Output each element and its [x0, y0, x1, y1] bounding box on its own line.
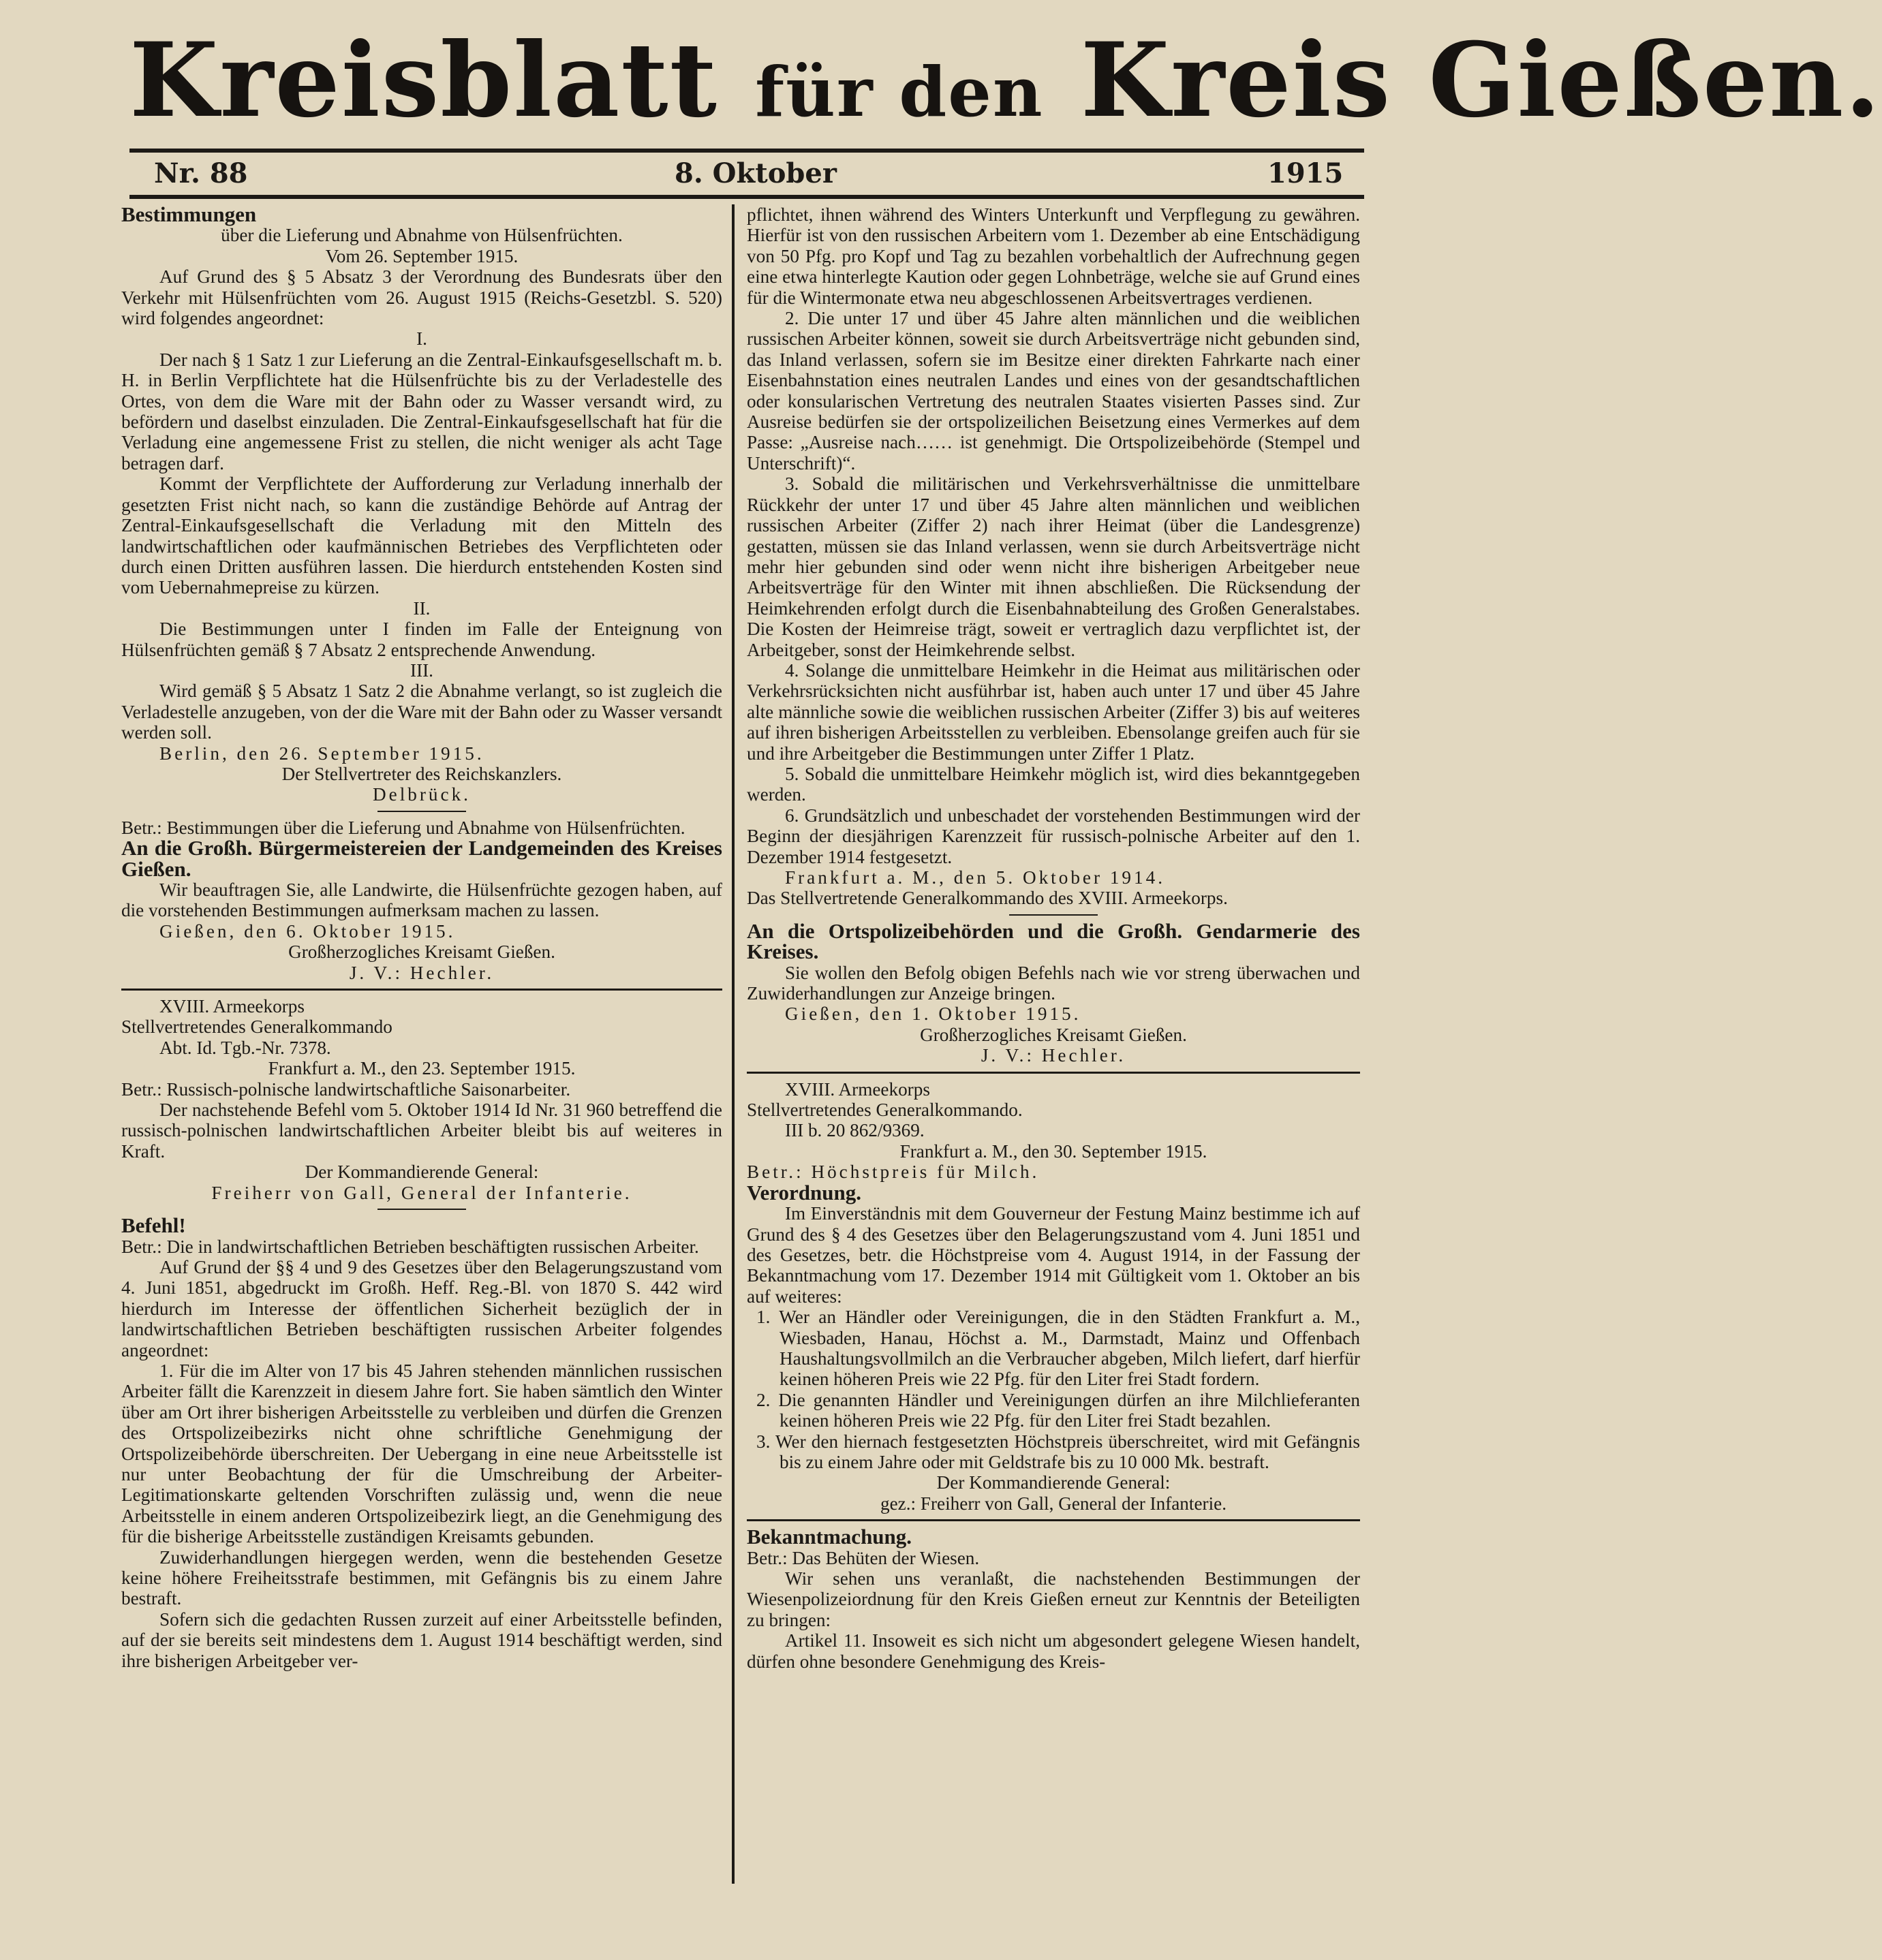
- signature-name: J. V.: Hechler.: [981, 1045, 1126, 1066]
- place-date: Frankfurt a. M., den 30. September 1915.: [899, 1140, 1207, 1162]
- subject-line: Betr.: Höchstpreis für Milch.: [747, 1162, 1040, 1183]
- subject-line: Betr.: Das Behüten der Wiesen.: [747, 1547, 980, 1568]
- column-right: [747, 204, 1360, 1948]
- subject-line: Betr.: Die in landwirtschaftlichen Betrieben beschäftigten russischen Arbeiter.: [121, 1236, 699, 1257]
- paragraph: 4. Solange die unmittelbare Heimkehr in die Heimat aus militärischen oder Verkehrsrücksichten nicht ausführbar ist, haben auch unter 17 und über 45 Jahre alte männliche sowie die weiblichen russischen Arbeiter (Ziffer 3) bis auf weiteres auf ihren bisherigen Arbeitsstellen zu verbleiben. Ebensolange greifen auch für sie und ihre Arbeitgeber die Bestimmungen unter Ziffer 1 Platz.: [747, 659, 1360, 764]
- list-item: 3. Wer den hiernach festgesetzten Höchstpreis überschreitet, wird mit Gefängnis bis zu einem Jahre oder mit Geldstrafe bis zu 10 000 Mk. bestraft.: [756, 1431, 1360, 1472]
- masthead-word-fuer-den: für den: [755, 52, 1044, 132]
- paragraph: Wir sehen uns veranlaßt, die nachstehenden Bestimmungen der Wiesenpolizeiordnung für den Kreis Gießen erneut zur Kenntnis der Beteiligten zu bringen:: [747, 1568, 1360, 1630]
- paragraph: Der nach § 1 Satz 1 zur Lieferung an die Zentral-Einkaufsgesellschaft m. b. H. in Berlin Verpflichtete hat die Hülsenfrüchte bis zu der Verladestelle des Ortes, von dem die Ware mit der Bahn oder zu Wasser versandt wird, zu befördern und daselbst einzuladen. Die Zentral-Einkaufsgesellschaft hat für die Verladung eine angemessene Frist zu stellen, die nicht weniger als acht Tage betragen darf.: [121, 349, 722, 473]
- place-date: Gießen, den 1. Oktober 1915.: [785, 1004, 1081, 1025]
- subject-line: Betr.: Russisch-polnische landwirtschaftliche Saisonarbeiter.: [121, 1078, 571, 1100]
- signature-title: Das Stellvertretende Generalkommando des XVIII. Armeekorps.: [747, 888, 1228, 909]
- signature-name: Delbrück.: [373, 784, 471, 805]
- article-heading: Bekanntmachung.: [747, 1525, 912, 1549]
- paragraph: Kommt der Verpflichtete der Aufforderung zur Verladung innerhalb der gesetzten Frist nicht nach, so kann die zuständige Behörde auf Antrag der Zentral-Einkaufsgesellschaft die Verladung mit den Mitteln des landwirtschaftlichen oder kaufmännischen Betriebes des Verpflichteten oder durch einen Dritten ausführen lassen. Die hierdurch entstehenden Kosten sind vom Uebernahmepreise zu kürzen.: [121, 473, 722, 598]
- masthead-rule-bottom: [129, 195, 1364, 199]
- section-number: II.: [413, 597, 431, 619]
- article-heading: Bestimmungen: [121, 202, 257, 226]
- column-divider: [732, 204, 735, 1884]
- issuer-line: Stellvertretendes Generalkommando.: [747, 1100, 1023, 1121]
- paragraph: Wird gemäß § 5 Absatz 1 Satz 2 die Abnahme verlangt, so ist zugleich die Verladestelle anzugeben, von der die Ware mit der Bahn oder zu Wasser versandt werden soll.: [121, 681, 722, 743]
- issue-number: Nr. 88: [154, 157, 248, 189]
- section-number: III.: [410, 659, 433, 681]
- issuer-line: XVIII. Armeekorps: [159, 996, 305, 1017]
- place-date: Frankfurt a. M., den 5. Oktober 1914.: [785, 867, 1166, 888]
- issuer-line: XVIII. Armeekorps: [785, 1078, 930, 1100]
- paragraph: Sofern sich die gedachten Russen zurzeit auf einer Arbeitsstelle befinden, auf der sie bereits seit mindestens dem 1. August 1914 beschäftigt werden, sind ihre bisherigen Arbeitgeber ver-: [121, 1608, 722, 1671]
- paragraph: Die Bestimmungen unter I finden im Falle der Enteignung von Hülsenfrüchten gemäß § 7 Absatz 2 entsprechende Anwendung.: [121, 619, 722, 660]
- paragraph: Zuwiderhandlungen hiergegen werden, wenn die bestehenden Gesetze keine höhere Freiheitsstrafe bestimmen, mit Gefängnis bis zu einem Jahre bestraft.: [121, 1546, 722, 1609]
- paragraph: 2. Die unter 17 und über 45 Jahre alten männlichen und die weiblichen russischen Arbeiter können, soweit sie durch Arbeitsverträge nicht gebunden sind, das Inland verlassen, sofern sie im Besitze einer direkten Fahrkarte nach einer Eisenbahnstation eines neutralen Landes und eines von der gesandtschaftlichen oder konsularischen Vertretung des neutralen Staates visierten Passes sind. Zur Ausreise bedürfen sie der ortspolizeilichen Beisetzung eines Vermerkes auf dem Passe: „Ausreise nach…… ist genehmigt. Die Ortspolizeibehörde (Stempel und Unterschrift)“.: [747, 308, 1360, 473]
- article-date: Vom 26. September 1915.: [325, 245, 519, 266]
- place-date: Gießen, den 6. Oktober 1915.: [159, 920, 456, 942]
- article-heading: Befehl!: [121, 1213, 186, 1238]
- article-heading: Verordnung.: [747, 1180, 861, 1204]
- short-rule: [377, 1209, 466, 1210]
- section-number: I.: [416, 328, 427, 349]
- paragraph: 6. Grundsätzlich und unbeschadet der vorstehenden Bestimmungen wird der Beginn der diesjährigen Karenzzeit für russisch-polnische Arbeiter auf den 1. Dezember 1914 festgesetzt.: [747, 805, 1360, 867]
- signature-title: Der Stellvertreter des Reichskanzlers.: [281, 763, 562, 784]
- signature-name: gez.: Freiherr von Gall, General der Infanterie.: [880, 1493, 1227, 1514]
- column-left: [121, 204, 722, 1948]
- article-heading: An die Ortspolizeibehörden und die Großh. Gendarmerie des Kreises.: [747, 918, 1360, 964]
- reference-number: III b. 20 862/9369.: [785, 1120, 925, 1141]
- signature-title: Großherzogliches Kreisamt Gießen.: [920, 1024, 1187, 1045]
- issue-year: 1915: [1267, 157, 1344, 189]
- paragraph: Sie wollen den Befolg obigen Befehls nach wie vor streng überwachen und Zuwiderhandlungen zur Anzeige bringen.: [747, 962, 1360, 1004]
- short-rule: [1009, 914, 1098, 916]
- subject-line: Betr.: Bestimmungen über die Lieferung und Abnahme von Hülsenfrüchten.: [121, 817, 685, 838]
- paragraph: Im Einverständnis mit dem Gouverneur der Festung Mainz bestimme ich auf Grund des § 4 des Gesetzes über den Belagerungszustand vom 4. Juni 1851 und des Gesetzes, betr. die Höchstpreise vom 4. August 1914, in der Fassung der Bekanntmachung vom 17. Dezember 1914 mit Gültigkeit vom 1. Oktober an bis auf weiteres:: [747, 1203, 1360, 1307]
- issue-date: 8. Oktober: [675, 157, 837, 189]
- paragraph: Der nachstehende Befehl vom 5. Oktober 1914 Id Nr. 31 960 betreffend die russisch-polnischen landwirtschaftlichen Arbeiter bleibt bis auf weiteres in Kraft.: [121, 1100, 722, 1162]
- signature-name: Freiherr von Gall, General der Infanterie.: [211, 1182, 632, 1203]
- section-rule: [121, 989, 722, 991]
- issuer-line: Stellvertretendes Generalkommando: [121, 1016, 392, 1038]
- paragraph: Wir beauftragen Sie, alle Landwirte, die Hülsenfrüchte gezogen haben, auf die vorstehenden Bestimmungen aufmerksam machen zu lassen.: [121, 880, 722, 921]
- short-rule: [377, 811, 466, 812]
- section-rule: [747, 1519, 1360, 1521]
- place-date: Berlin, den 26. September 1915.: [159, 743, 484, 764]
- place-date: Frankfurt a. M., den 23. September 1915.: [268, 1058, 576, 1079]
- paragraph: 3. Sobald die militärischen und Verkehrsverhältnisse die unmittelbare Rückkehr der unter 17 und über 45 Jahre alten männlichen und weiblichen russischen Arbeiter (Ziffer 2) nach ihrer Heimat (über die Landesgrenze) gestatten, müssen sie das Inland verlassen, wenn sie durch Arbeitsverträge nicht mehr hier gebunden sind oder wenn nicht ihre bisherigen Arbeitgeber neue Arbeitsverträge für den Winter mit ihnen abschließen. Die Rücksendung der Heimkehrenden erfolgt durch die Eisenbahnabteilung des Großen Generalstabes. Die Kosten der Heimreise trägt, soweit er vertraglich dazu verpflichtet ist, der Arbeitgeber, sonst der Heimkehrende selbst.: [747, 473, 1360, 660]
- signature-title: Der Kommandierende General:: [936, 1472, 1171, 1493]
- masthead-word-kreisblatt: Kreisblatt: [129, 20, 718, 140]
- list-item: 1. Wer an Händler oder Vereinigungen, die in den Städten Frankfurt a. M., Wiesbaden, Hanau, Höchst a. M., Darmstadt, Mainz und Offenbach Haushaltungsvollmilch an die Verbraucher abgeben, Milch liefert, darf hierfür keinen höheren Preis wie 22 Pfg. für den Liter frei Stadt fordern.: [756, 1307, 1360, 1390]
- masthead-word-kreis-giessen: Kreis Gießen.: [1080, 20, 1882, 140]
- section-rule: [747, 1072, 1360, 1074]
- article-heading: An die Großh. Bürgermeistereien der Landgemeinden des Kreises Gießen.: [121, 836, 722, 881]
- paragraph: 1. Für die im Alter von 17 bis 45 Jahren stehenden männlichen russischen Arbeiter fällt die Karenzzeit in diesem Jahre fort. Sie haben sämtlich den Winter über am Ort ihrer bisherigen Arbeitsstelle zu verbleiben und dürfen die Grenzen des Ortspolizeibezirks nicht ohne schriftliche Genehmigung der Ortspolizeibehörde überschreiten. Der Uebergang in eine neue Arbeitsstelle ist nur unter Beobachtung der für die Umschreibung der Arbeiter-Legitimationskarte geltenden Vorschriften zulässig und, wenn die neue Arbeitsstelle in einem anderen Ortspolizeibezirk liegt, an die Genehmigung des für die bisherige Arbeitsstelle zuständigen Kreisamts gebunden.: [121, 1360, 722, 1547]
- signature-title: Großherzogliches Kreisamt Gießen.: [288, 942, 555, 963]
- reference-number: Abt. Id. Tgb.-Nr. 7378.: [159, 1037, 331, 1058]
- dateline: [129, 153, 1344, 195]
- paragraph: Auf Grund des § 5 Absatz 3 der Verordnung des Bundesrats über den Verkehr mit Hülsenfrüchten vom 26. August 1915 (Reichs-Gesetzbl. S. 520) wird folgendes angeordnet:: [121, 266, 722, 329]
- paragraph: Artikel 11. Insoweit es sich nicht um abgesondert gelegene Wiesen handelt, dürfen ohne besondere Genehmigung des Kreis-: [747, 1630, 1360, 1672]
- signature-title: Der Kommandierende General:: [305, 1162, 539, 1183]
- list-item: 2. Die genannten Händler und Vereinigungen dürfen an ihre Milchlieferanten keinen höheren Preis wie 22 Pfg. für den Liter frei Stadt bezahlen.: [756, 1389, 1360, 1431]
- article-subtitle: über die Lieferung und Abnahme von Hülsenfrüchten.: [221, 225, 623, 246]
- masthead-title: [129, 19, 1882, 142]
- paragraph: Auf Grund der §§ 4 und 9 des Gesetzes über den Belagerungszustand vom 4. Juni 1851, abgedruckt im Großh. Heff. Reg.-Bl. von 1870 S. 442 wird hierdurch im Interesse der öffentlichen Sicherheit bezüglich der in landwirtschaftlichen Betrieben beschäftigten russischen Arbeiter folgendes angeordnet:: [121, 1256, 722, 1360]
- signature-name: J. V.: Hechler.: [349, 962, 495, 983]
- paragraph: pflichtet, ihnen während des Winters Unterkunft und Verpflegung zu gewähren. Hierfür ist von den russischen Arbeitern vom 1. Dezember ab eine Entschädigung von 50 Pfg. pro Kopf und Tag zu bezahlen vorbehaltlich der Aufrechnung gegen eine etwa hinterlegte Kaution oder gegen Lohnbeträge, welche sie auf Grund eines für die Wintermonate etwa neu abgeschlossenen Arbeitsvertrages verdienen.: [747, 204, 1360, 308]
- paragraph: 5. Sobald die unmittelbare Heimkehr möglich ist, wird dies bekanntgegeben werden.: [747, 763, 1360, 805]
